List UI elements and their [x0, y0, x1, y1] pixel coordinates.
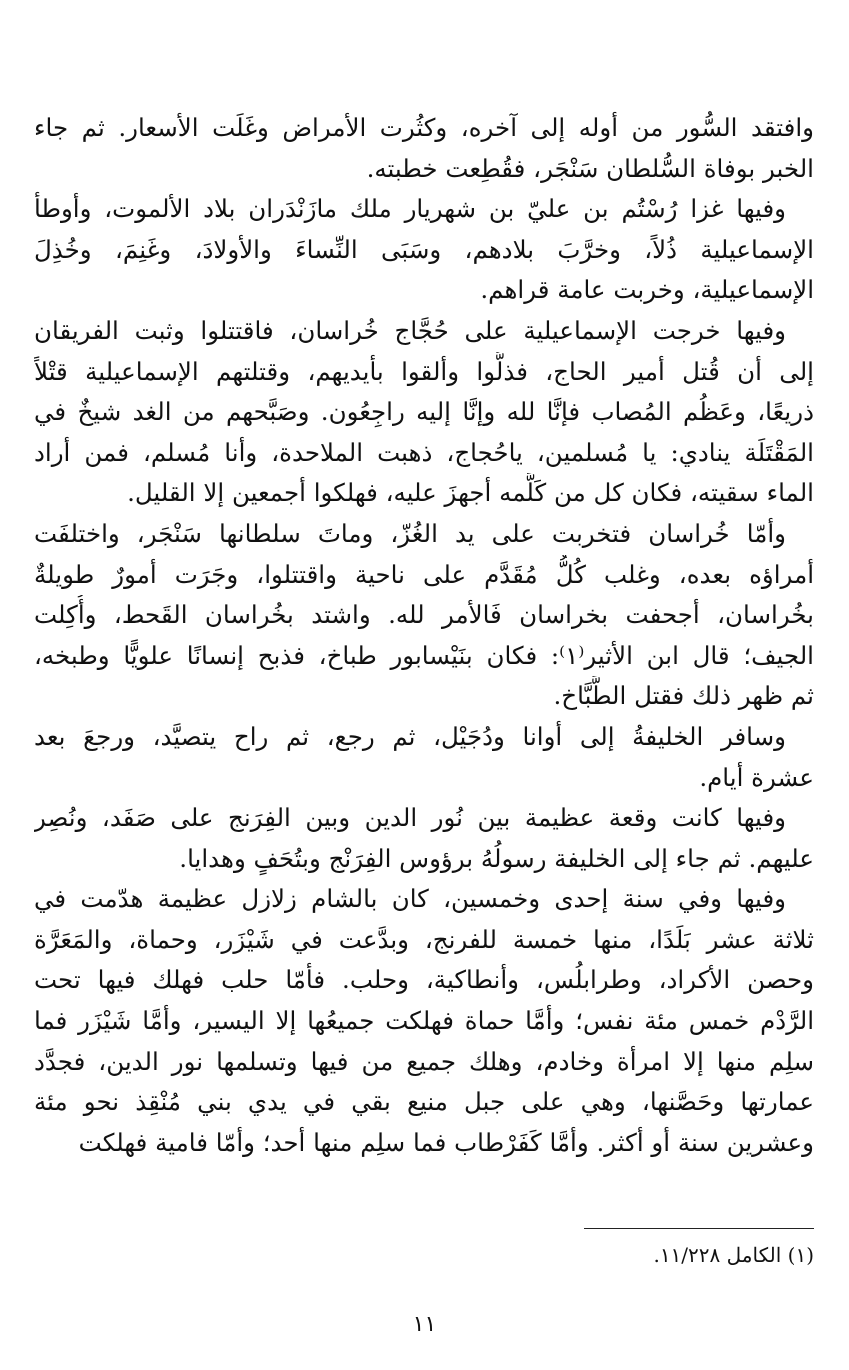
text-line: وفيها وفي سنة إحدى وخمسين، كان بالشام زلازل عظيمة هدّمت في	[34, 884, 786, 914]
page-number: ١١	[412, 1312, 437, 1337]
text-line: عمارتها وحَصَّنها، وهي على جبل منيع بقي في يدي بني مُنْقِذ نحو مئة	[34, 1087, 814, 1117]
text-line: ذريعًا، وعَظُم المُصاب فإنَّا لله وإنَّا إليه راجِعُون. وصَبَّحهم من الغد شيخٌ في	[34, 397, 814, 427]
paragraph	[34, 514, 814, 717]
text-line: أمراؤه بعده، وغلب كُلُّ مُقَدَّم على ناحية واقتتلوا، وجَرَت أمورٌ طويلةٌ	[34, 559, 814, 589]
text-line: وافتقد السُّور من أوله إلى آخره، وكثُرت الأمراض وغَلَت الأسعار. ثم جاء	[34, 113, 814, 142]
text-line: إلى أن قُتل أمير الحاج، فذلُّوا وألقوا بأيديهم، وقتلتهم الإسماعيلية قتْلاً	[34, 356, 814, 386]
text-line: عليهم. ثم جاء إلى الخليفة رسولُهُ برؤوس الفِرَنْج وبتُحَفٍ وهدايا.	[179, 843, 814, 873]
paragraph	[34, 311, 814, 514]
text-line: وفيها غزا رُسْتُم بن عليّ بن شهريار ملك مازَنْدَران بلاد الألموت، وأوطأ	[34, 194, 786, 224]
text-line: وفيها خرجت الإسماعيلية على حُجَّاج خُراسان، فاقتتلوا وثبت الفريقان	[34, 315, 786, 345]
paragraph	[34, 798, 814, 879]
text-line: الخبر بوفاة السُّلطان سَنْجَر، فقُطِعت خطبته.	[366, 153, 814, 183]
text-line: بخُراسان، أجحفت بخراسان فَالأمر لله. واشتد بخُراسان القَحط، وأُكِلت	[34, 600, 814, 630]
paragraph	[34, 189, 814, 311]
paragraph	[34, 879, 814, 1163]
text-line: المَقْتَلَة ينادي: يا مُسلمين، ياحُجاج، ذهبت الملاحدة، وأنا مُسلم، فمن أراد	[34, 437, 814, 467]
text-line: الإسماعيلية، وخربت عامة قراهم.	[480, 275, 814, 305]
text-line: ثلاثة عشر بَلَدًا، منها خمسة للفرنج، وبدَّعت في شَيْزَر، وحماة، والمَعَرَّة	[34, 924, 814, 954]
text-line: وحصن الأكراد، وطرابلُس، وأنطاكية، وحلب. فأمّا حلب فهلك فيها تحت	[34, 965, 814, 995]
footnote: (١) الكامل ١١/٢٢٨.	[653, 1243, 814, 1267]
text-line: وأمّا خُراسان فتخربت على يد الغُزّ، وماتَ سلطانها سَنْجَر، واختلفَت	[34, 518, 786, 548]
paragraph	[34, 717, 814, 798]
text-line: عشرة أيام.	[699, 762, 814, 792]
text-line: وعشرين سنة أو أكثر. وأمَّا كَفَرْطاب فما سلِم منها أحد؛ وأمّا فامية فهلكت	[78, 1127, 814, 1157]
text-line: وفيها كانت وقعة عظيمة بين نُور الدين وبين الفِرَنج على صَفَد، ونُصِر	[34, 803, 786, 833]
text-line: الرَّدْم خمس مئة نفس؛ وأمَّا حماة فهلكت جميعُها إلا اليسير، وأمَّا شَيْزَر فما	[34, 1006, 814, 1036]
paragraph	[34, 108, 814, 189]
text-line: الإسماعيلية ذُلاً، وخرَّبَ بلادهم، وسَبَى النِّساءَ والأولادَ، وغَنِمَ، وخُذِلَ	[34, 234, 814, 264]
text-line: الماء سقيته، فكان كل من كَلَّمه أجهزَ عليه، فهلكوا أجمعين إلا القليل.	[127, 478, 814, 508]
text-line: وسافر الخليفةُ إلى أوانا ودُجَيْل، ثم رجع، ثم راح يتصيَّد، ورجعَ بعد	[34, 721, 786, 751]
footnote-divider	[584, 1228, 814, 1229]
page-body	[34, 108, 814, 1163]
text-line: ثم ظهر ذلك فقتل الطَّبَّاخ.	[553, 681, 814, 711]
text-line: سلِم منها إلا امرأة وخادم، وهلك جميع من فيها وتسلمها نور الدين، فجدَّد	[34, 1046, 814, 1076]
text-line: الجيف؛ قال ابن الأثير⁽١⁾: فكان بنَيْسابور طباخ، فذبح إنسانًا علويًّا وطبخه،	[34, 640, 814, 670]
